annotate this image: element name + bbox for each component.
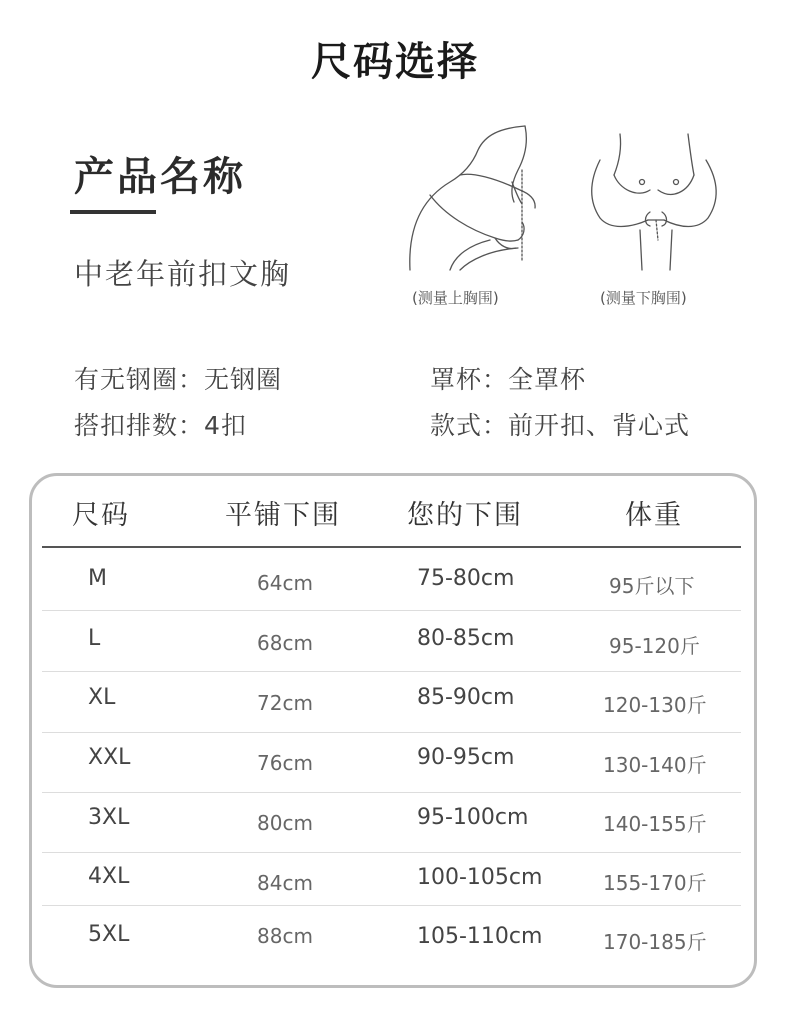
cell-yours: 80-85cm xyxy=(417,626,515,651)
attr-underwire xyxy=(74,360,282,396)
cell-yours: 75-80cm xyxy=(417,566,515,591)
header-flat-underbust: 平铺下围 xyxy=(225,500,341,531)
header-divider xyxy=(42,546,741,548)
attr-underwire-label: 有无钢圈： xyxy=(74,365,205,394)
row-divider xyxy=(42,671,741,672)
product-name-heading: 产品名称 xyxy=(74,154,246,200)
caption-upper-bust: (测量上胸围) xyxy=(412,289,499,307)
row-divider xyxy=(42,905,741,906)
attr-hooks-value: 4扣 xyxy=(204,411,247,440)
attr-hooks xyxy=(74,406,247,442)
cell-weight: 120-130斤 xyxy=(603,693,707,717)
cell-flat: 72cm xyxy=(257,691,313,715)
cell-weight: 170-185斤 xyxy=(603,930,707,954)
cell-size: M xyxy=(88,566,107,591)
cell-flat: 68cm xyxy=(257,631,313,655)
cell-size: XL xyxy=(88,685,116,710)
cell-flat: 80cm xyxy=(257,811,313,835)
header-your-underbust: 您的下围 xyxy=(407,500,523,531)
measure-upper-bust-figure xyxy=(400,120,570,280)
attr-cup-value: 全罩杯 xyxy=(508,365,587,394)
cell-flat: 84cm xyxy=(257,871,313,895)
size-table-card xyxy=(29,473,757,988)
cell-flat: 76cm xyxy=(257,751,313,775)
page-title: 尺码选择 xyxy=(311,39,479,85)
cell-yours: 100-105cm xyxy=(417,865,543,890)
cell-flat: 88cm xyxy=(257,924,313,948)
attr-underwire-value: 无钢圈 xyxy=(204,365,283,394)
attr-hooks-label: 搭扣排数： xyxy=(74,411,205,440)
cell-weight: 95-120斤 xyxy=(609,634,700,658)
cell-size: L xyxy=(88,626,101,651)
cell-size: XXL xyxy=(88,745,131,770)
attr-cup xyxy=(430,360,586,396)
cell-yours: 85-90cm xyxy=(417,685,515,710)
cell-yours: 105-110cm xyxy=(417,924,543,949)
cell-weight: 155-170斤 xyxy=(603,871,707,895)
attr-style-label: 款式： xyxy=(430,411,509,440)
row-divider xyxy=(42,732,741,733)
header-size: 尺码 xyxy=(72,500,130,531)
caption-under-bust: (测量下胸围) xyxy=(600,289,687,307)
attr-style-value: 前开扣、背心式 xyxy=(508,411,691,440)
cell-weight: 95斤以下 xyxy=(609,574,695,598)
header-weight: 体重 xyxy=(625,500,683,531)
heading-underline xyxy=(70,210,156,214)
attr-style xyxy=(430,406,690,442)
row-divider xyxy=(42,792,741,793)
cell-weight: 140-155斤 xyxy=(603,812,707,836)
cell-yours: 95-100cm xyxy=(417,805,529,830)
row-divider xyxy=(42,852,741,853)
cell-size: 5XL xyxy=(88,922,130,947)
cell-yours: 90-95cm xyxy=(417,745,515,770)
cell-flat: 64cm xyxy=(257,571,313,595)
measure-under-bust-figure xyxy=(580,120,730,280)
product-name: 中老年前扣文胸 xyxy=(74,257,292,291)
cell-size: 4XL xyxy=(88,864,130,889)
attr-cup-label: 罩杯： xyxy=(430,365,509,394)
row-divider xyxy=(42,610,741,611)
cell-size: 3XL xyxy=(88,805,130,830)
cell-weight: 130-140斤 xyxy=(603,753,707,777)
